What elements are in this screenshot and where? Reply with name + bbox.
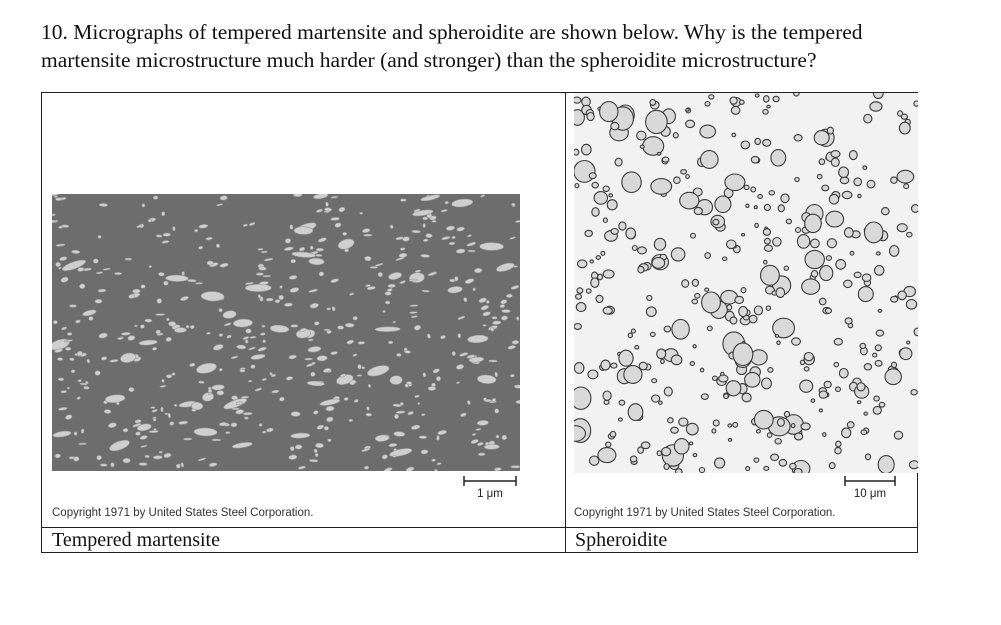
copyright-left: Copyright 1971 by United States Steel Corporation. [52, 507, 314, 519]
table-column-divider [565, 93, 566, 552]
caption-spheroidite: Spheroidite [575, 529, 668, 551]
caption-tempered-martensite: Tempered martensite [52, 529, 220, 551]
question-text: 10. Micrographs of tempered martensite and spheroidite are shown below. Why is the tempered martensite microstructure much harder (and stronger) than the spheroidite microstructure? [41, 20, 863, 72]
scale-bar-1um [460, 474, 520, 502]
scale-label-right: 10 μm [853, 488, 887, 500]
figure-table [41, 92, 918, 553]
spheroidite-micrograph [574, 93, 918, 473]
copyright-right: Copyright 1971 by United States Steel Corporation. [574, 507, 836, 519]
tempered-martensite-micrograph [52, 194, 520, 471]
scale-bar-10um [841, 474, 899, 502]
scale-label-left: 1 μm [477, 488, 503, 500]
